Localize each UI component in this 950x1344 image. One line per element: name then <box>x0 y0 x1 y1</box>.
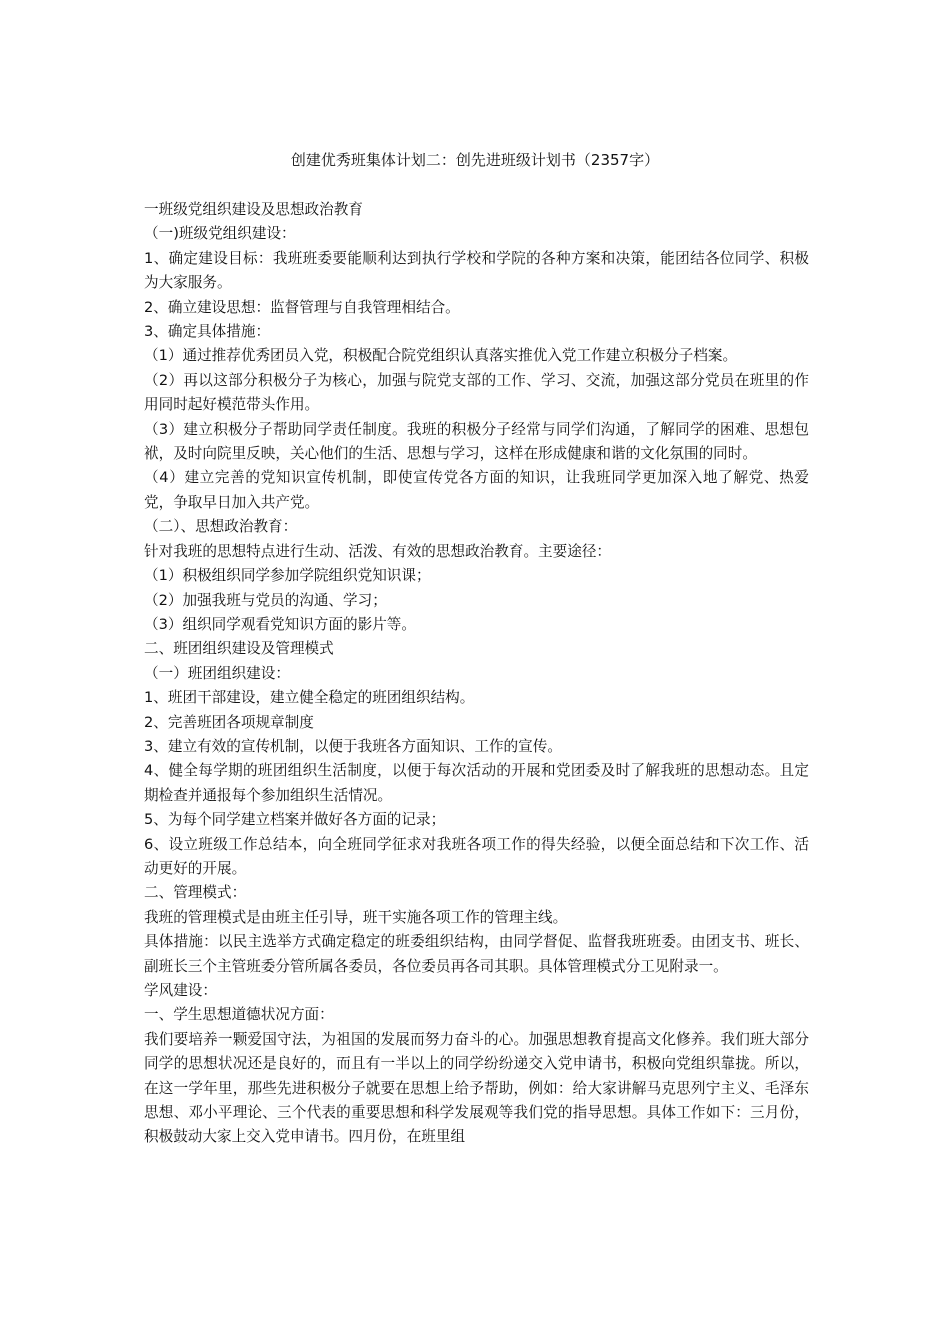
paragraph: 3、建立有效的宣传机制，以便于我班各方面知识、工作的宣传。 <box>144 737 562 755</box>
paragraph: （一）班团组织建设： <box>144 664 290 682</box>
paragraph: 一班级党组织建设及思想政治教育 <box>144 201 363 218</box>
paragraph: （4）建立完善的党知识宣传机制，即使宣传党各方面的知识，让我班同学更加深入地了解党、热爱党，争取早日加入共产党。 <box>144 469 809 511</box>
paragraph: 1、确定建设目标：我班班委要能顺利达到执行学校和学院的各种方案和决策，能团结各位同学、积极为大家服务。 <box>144 249 809 292</box>
paragraph: （3）组织同学观看党知识方面的影片等。 <box>144 615 416 633</box>
paragraph: 学风建设： <box>144 982 217 999</box>
paragraph: （二）、思想政治教育： <box>144 518 298 536</box>
paragraph: 6、设立班级工作总结本，向全班同学征求对我班各项工作的得失经验，以便全面总结和下次工作、活动更好的开展。 <box>144 835 809 877</box>
paragraph: 2、确立建设思想：监督管理与自我管理相结合。 <box>144 298 460 316</box>
paragraph: （3）建立积极分子帮助同学责任制度。我班的积极分子经常与同学们沟通，了解同学的困难、思想包袱，及时向院里反映，关心他们的生活、思想与学习，这样在形成健康和谐的文化氛围的同时。 <box>144 420 809 463</box>
paragraph: （2）再以这部分积极分子为核心，加强与院党支部的工作、学习、交流，加强这部分党员在班里的作用同时起好模范带头作用。 <box>144 371 809 414</box>
paragraph: 二、班团组织建设及管理模式 <box>144 640 334 658</box>
paragraph: 一、学生思想道德状况方面： <box>144 1006 334 1024</box>
paragraph: 我班的管理模式是由班主任引导，班干实施各项工作的管理主线。 <box>144 908 568 926</box>
paragraph: （1）积极组织同学参加学院组织党知识课； <box>144 567 431 585</box>
paragraph: 针对我班的思想特点进行生动、活泼、有效的思想政治教育。主要途径： <box>144 542 612 560</box>
paragraph: 具体措施：以民主选举方式确定稳定的班委组织结构，由同学督促、监督我班班委。由团支书、班长、副班长三个主管班委分管所属各委员，各位委员再各司其职。具体管理模式分工见附录一。 <box>144 933 809 975</box>
document-body <box>144 198 809 1150</box>
paragraph: （一)班级党组织建设： <box>144 225 296 243</box>
paragraph: 二、管理模式： <box>144 884 247 902</box>
paragraph: 我们要培养一颗爱国守法，为祖国的发展而努力奋斗的心。加强思想教育提高文化修养。我们班大部分同学的思想状况还是良好的，而且有一半以上的同学纷纷递交入党申请书，积极向党组织靠拢。所以，在这一学年里，那些先进积极分子就要在思想上给予帮助，例如：给大家讲解马克思列宁主义、毛泽东思想、邓小平理论、三个代表的重要思想和科学发展观等我们党的指导思想。具体工作如下：三月份，积极鼓动大家上交入党申请书。四月份，在班里组 <box>144 1030 809 1146</box>
paragraph: （1）通过推荐优秀团员入党，积极配合院党组织认真落实推优入党工作建立积极分子档案。 <box>144 347 738 365</box>
paragraph: 4、健全每学期的班团组织生活制度，以便于每次活动的开展和党团委及时了解我班的思想动态。且定期检查并通报每个参加组织生活情况。 <box>144 762 809 804</box>
document-title: 创建优秀班集体计划二：创先进班级计划书（2357字） <box>290 151 660 169</box>
paragraph: 3、确定具体措施： <box>144 323 271 341</box>
paragraph: 2、完善班团各项规章制度 <box>144 713 314 731</box>
paragraph: （2）加强我班与党员的沟通、学习； <box>144 591 387 609</box>
paragraph: 5、为每个同学建立档案并做好各方面的记录； <box>144 811 446 829</box>
paragraph: 1、班团干部建设，建立健全稳定的班团组织结构。 <box>144 689 475 707</box>
